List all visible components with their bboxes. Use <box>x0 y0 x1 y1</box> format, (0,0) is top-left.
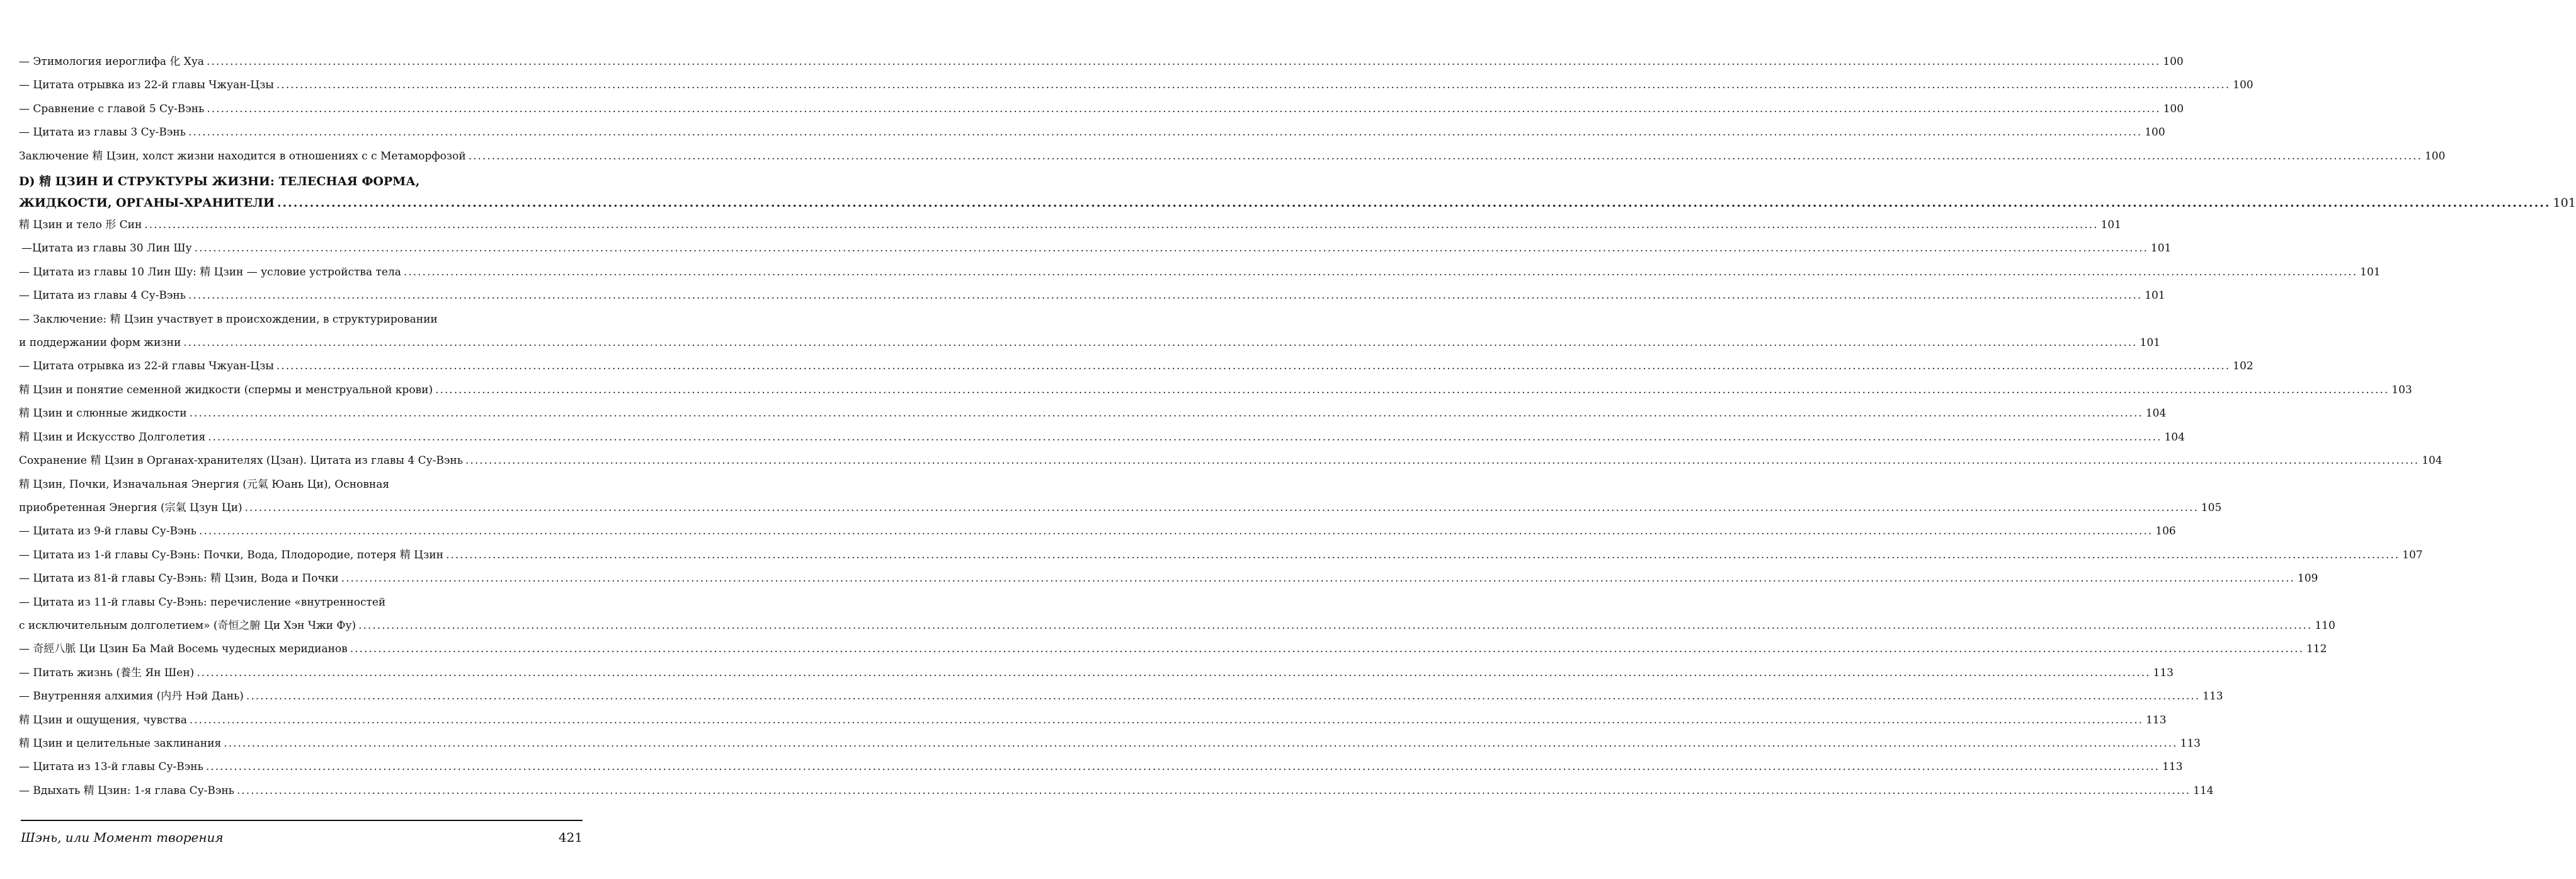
page-number: 421 <box>558 830 583 845</box>
toc-entry-line <box>19 171 583 192</box>
toc-page-number: 100 <box>2163 55 2184 68</box>
toc-page-number: 113 <box>2180 737 2201 750</box>
toc-entry-line <box>19 98 2184 121</box>
toc-entry <box>19 544 2423 567</box>
toc-entry-title: 精 Цзин и целительные заклинания <box>19 737 222 750</box>
toc-entry <box>19 779 2214 803</box>
toc-entry <box>19 755 2183 779</box>
toc-entry-line <box>19 732 2201 755</box>
toc-page-number: 101 <box>2140 336 2160 350</box>
dot-leader <box>190 709 2143 732</box>
toc-entry-line <box>19 614 2335 638</box>
dot-leader <box>341 567 2295 590</box>
toc-entry <box>19 449 2442 473</box>
dot-leader <box>358 614 2312 638</box>
toc-entry-title: ЖИДКОСТИ, ОРГАНЫ-ХРАНИТЕЛИ <box>19 196 275 210</box>
toc-entry-line <box>19 755 2183 779</box>
toc-entry-title: D) 精 ЦЗИН И СТРУКТУРЫ ЖИЗНИ: ТЕЛЕСНАЯ ФОРМА, <box>19 175 420 189</box>
toc-entry-title: 精 Цзин и слюнные жидкости <box>19 407 187 420</box>
toc-entry <box>19 638 2327 661</box>
toc-entry <box>19 732 2201 755</box>
toc-page-number: 113 <box>2203 690 2223 703</box>
toc-entry-title: 精 Цзин и тело 形 Син <box>19 219 142 232</box>
toc-entry-line <box>19 685 2223 708</box>
dot-leader <box>199 520 2153 543</box>
toc-entry-line <box>19 779 2214 803</box>
toc-entry-line <box>19 192 2576 214</box>
toc-entry-line <box>19 308 583 331</box>
toc-entry-title: Заключение 精 Цзин, холст жизни находится в отношениях с с Метаморфозой <box>19 149 466 163</box>
toc-entry-title: — Заключение: 精 Цзин участвует в происхождении, в структурировании <box>19 313 438 326</box>
toc-entry-line <box>19 121 2165 144</box>
dot-leader <box>208 426 2162 449</box>
table-of-contents <box>19 50 2576 803</box>
toc-entry-title: — Этимология иероглифа 化 Хуа <box>19 55 205 68</box>
toc-page-number: 102 <box>2233 360 2254 373</box>
toc-entry-line <box>19 544 2423 567</box>
toc-entry-line <box>19 50 2184 74</box>
toc-page-number: 107 <box>2402 548 2423 561</box>
dot-leader <box>224 732 2177 755</box>
toc-entry-line <box>19 355 2254 378</box>
toc-page-number: 113 <box>2146 713 2167 727</box>
toc-section-heading <box>19 171 2576 214</box>
toc-entry <box>19 261 2381 284</box>
toc-entry-title: — Внутренняя алхимия (内丹 Нэй Дань) <box>19 690 244 703</box>
dot-leader <box>469 145 2422 168</box>
toc-page-number: 100 <box>2163 102 2184 115</box>
toc-entry-title: — Сравнение с главой 5 Су-Вэнь <box>19 102 205 115</box>
toc-entry-title: 精 Цзин и Искусство Долголетия <box>19 430 206 444</box>
toc-entry-title: приобретенная Энергия (宗氣 Цзун Ци) <box>19 501 242 514</box>
toc-entry-line <box>19 284 2165 307</box>
dot-leader <box>246 685 2200 708</box>
toc-entry-line <box>19 214 2121 237</box>
toc-entry-line <box>19 497 2222 520</box>
toc-entry-line <box>19 567 2318 590</box>
dot-leader <box>350 638 2304 661</box>
toc-entry-line <box>19 261 2381 284</box>
dot-leader <box>404 261 2357 284</box>
toc-entry-title: — Цитата отрывка из 22-й главы Чжуан-Цзы <box>19 360 274 373</box>
toc-page-number: 101 <box>2360 265 2381 279</box>
dot-leader <box>144 214 2098 237</box>
toc-entry-line <box>19 74 2254 97</box>
toc-page-number: 100 <box>2424 149 2446 163</box>
toc-entry-line <box>19 473 583 497</box>
toc-entry-title: — Цитата из 13-й главы Су-Вэнь <box>19 761 203 774</box>
toc-page-number: 101 <box>2145 289 2165 302</box>
toc-entry <box>19 74 2254 97</box>
toc-entry-title: — Цитата из главы 10 Лин Шу: 精 Цзин — условие устройства тела <box>19 265 401 279</box>
toc-entry <box>19 308 2160 355</box>
toc-entry <box>19 520 2176 543</box>
toc-entry-title: 精 Цзин и понятие семенной жидкости (спермы и менструальной крови) <box>19 383 433 396</box>
toc-entry <box>19 121 2165 144</box>
toc-entry-title: и поддержании форм жизни <box>19 336 181 350</box>
toc-entry-title: — Вдыхать 精 Цзин: 1-я глава Су-Вэнь <box>19 784 234 797</box>
toc-entry-title: — Питать жизнь (養生 Ян Шен) <box>19 666 195 679</box>
toc-entry-line <box>19 426 2185 449</box>
toc-entry <box>19 237 2172 260</box>
toc-entry <box>19 379 2412 402</box>
toc-entry <box>19 355 2254 378</box>
toc-entry <box>19 567 2318 590</box>
toc-entry-title: — Цитата отрывка из 22-й главы Чжуан-Цзы <box>19 79 274 92</box>
toc-entry <box>19 473 2222 520</box>
toc-entry-line <box>19 449 2442 473</box>
toc-entry <box>19 685 2223 708</box>
dot-leader <box>435 379 2389 402</box>
toc-page-number: 104 <box>2422 454 2442 468</box>
toc-page-number: 113 <box>2153 666 2174 679</box>
dot-leader <box>277 192 2551 214</box>
toc-page-number: 109 <box>2297 572 2318 585</box>
running-footer-title: Шэнь, или Момент творения <box>21 830 224 845</box>
dot-leader <box>465 449 2419 473</box>
toc-page-number: 100 <box>2145 126 2165 139</box>
toc-page-number: 104 <box>2145 407 2167 420</box>
toc-entry <box>19 145 2446 168</box>
toc-entry-line <box>19 145 2446 168</box>
toc-page-number: 100 <box>2233 79 2254 92</box>
toc-entry <box>19 284 2165 307</box>
toc-entry <box>19 662 2174 685</box>
toc-entry-line <box>19 591 583 614</box>
dot-leader <box>245 497 2199 520</box>
toc-entry-line <box>19 520 2176 543</box>
toc-entry-title: — Цитата из 9-й главы Су-Вэнь <box>19 525 197 538</box>
toc-entry <box>19 591 2335 638</box>
toc-entry-line <box>19 662 2174 685</box>
toc-entry-line <box>19 379 2412 402</box>
toc-entry <box>19 402 2167 425</box>
toc-entry-title: — Цитата из 81-й главы Су-Вэнь: 精 Цзин, Вода и Почки <box>19 572 339 585</box>
toc-entry-title: — 奇經八脈 Ци Цзин Ба Май Восемь чудесных меридианов <box>19 643 348 656</box>
toc-entry-title: — Цитата из главы 3 Су-Вэнь <box>19 126 186 139</box>
toc-entry-title: — Цитата из 11-й главы Су-Вэнь: перечисление «внутренностей <box>19 595 386 609</box>
toc-entry-title: Сохранение 精 Цзин в Органах-хранителях (Цзан). Цитата из главы 4 Су-Вэнь <box>19 454 464 468</box>
page-footer <box>21 820 583 845</box>
toc-entry-line <box>19 402 2167 425</box>
toc-entry-title: 精 Цзин, Почки, Изначальная Энергия (元氣 Юань Ци), Основная <box>19 478 390 491</box>
toc-entry <box>19 214 2121 237</box>
toc-page-number: 113 <box>2162 761 2183 774</box>
dot-leader <box>197 662 2150 685</box>
toc-entry-line <box>19 709 2167 732</box>
toc-entry-title: с исключительным долголетием» (奇恒之腑 Ци Хэн Чжи Фу) <box>19 619 356 632</box>
toc-page-number: 105 <box>2201 501 2222 514</box>
dot-leader <box>207 98 2160 121</box>
toc-page-number: 112 <box>2306 643 2327 656</box>
dot-leader <box>276 74 2230 97</box>
dot-leader <box>195 237 2148 260</box>
toc-entry-title: — Цитата из главы 4 Су-Вэнь <box>19 289 186 302</box>
dot-leader <box>446 544 2400 567</box>
dot-leader <box>276 355 2230 378</box>
toc-entry-line <box>21 237 2172 260</box>
dot-leader <box>188 284 2142 307</box>
toc-entry <box>19 709 2167 732</box>
toc-entry-line <box>19 331 2160 355</box>
toc-page-number: 101 <box>2150 242 2172 255</box>
toc-entry-title: 精 Цзин и ощущения, чувства <box>19 713 187 727</box>
toc-entry-line <box>19 638 2327 661</box>
toc-page-number: 114 <box>2193 784 2214 797</box>
toc-page-number: 103 <box>2391 383 2412 396</box>
dot-leader <box>190 402 2143 425</box>
dot-leader <box>188 121 2142 144</box>
toc-entry <box>19 50 2184 74</box>
dot-leader <box>183 331 2137 355</box>
toc-entry <box>19 98 2184 121</box>
toc-page-number: 106 <box>2155 525 2176 538</box>
toc-entry-title: — Цитата из 1-й главы Су-Вэнь: Почки, Вода, Плодородие, потеря 精 Цзин <box>19 548 443 561</box>
dot-leader <box>207 50 2160 74</box>
toc-page-number: 101 <box>2100 219 2121 232</box>
toc-page-number: 110 <box>2315 619 2335 632</box>
dot-leader <box>206 755 2160 779</box>
toc-entry <box>19 426 2185 449</box>
toc-page-number: 101 <box>2553 196 2576 210</box>
toc-entry-title: —Цитата из главы 30 Лин Шу <box>21 242 192 255</box>
dot-leader <box>237 779 2191 803</box>
toc-page-number: 104 <box>2164 430 2185 444</box>
